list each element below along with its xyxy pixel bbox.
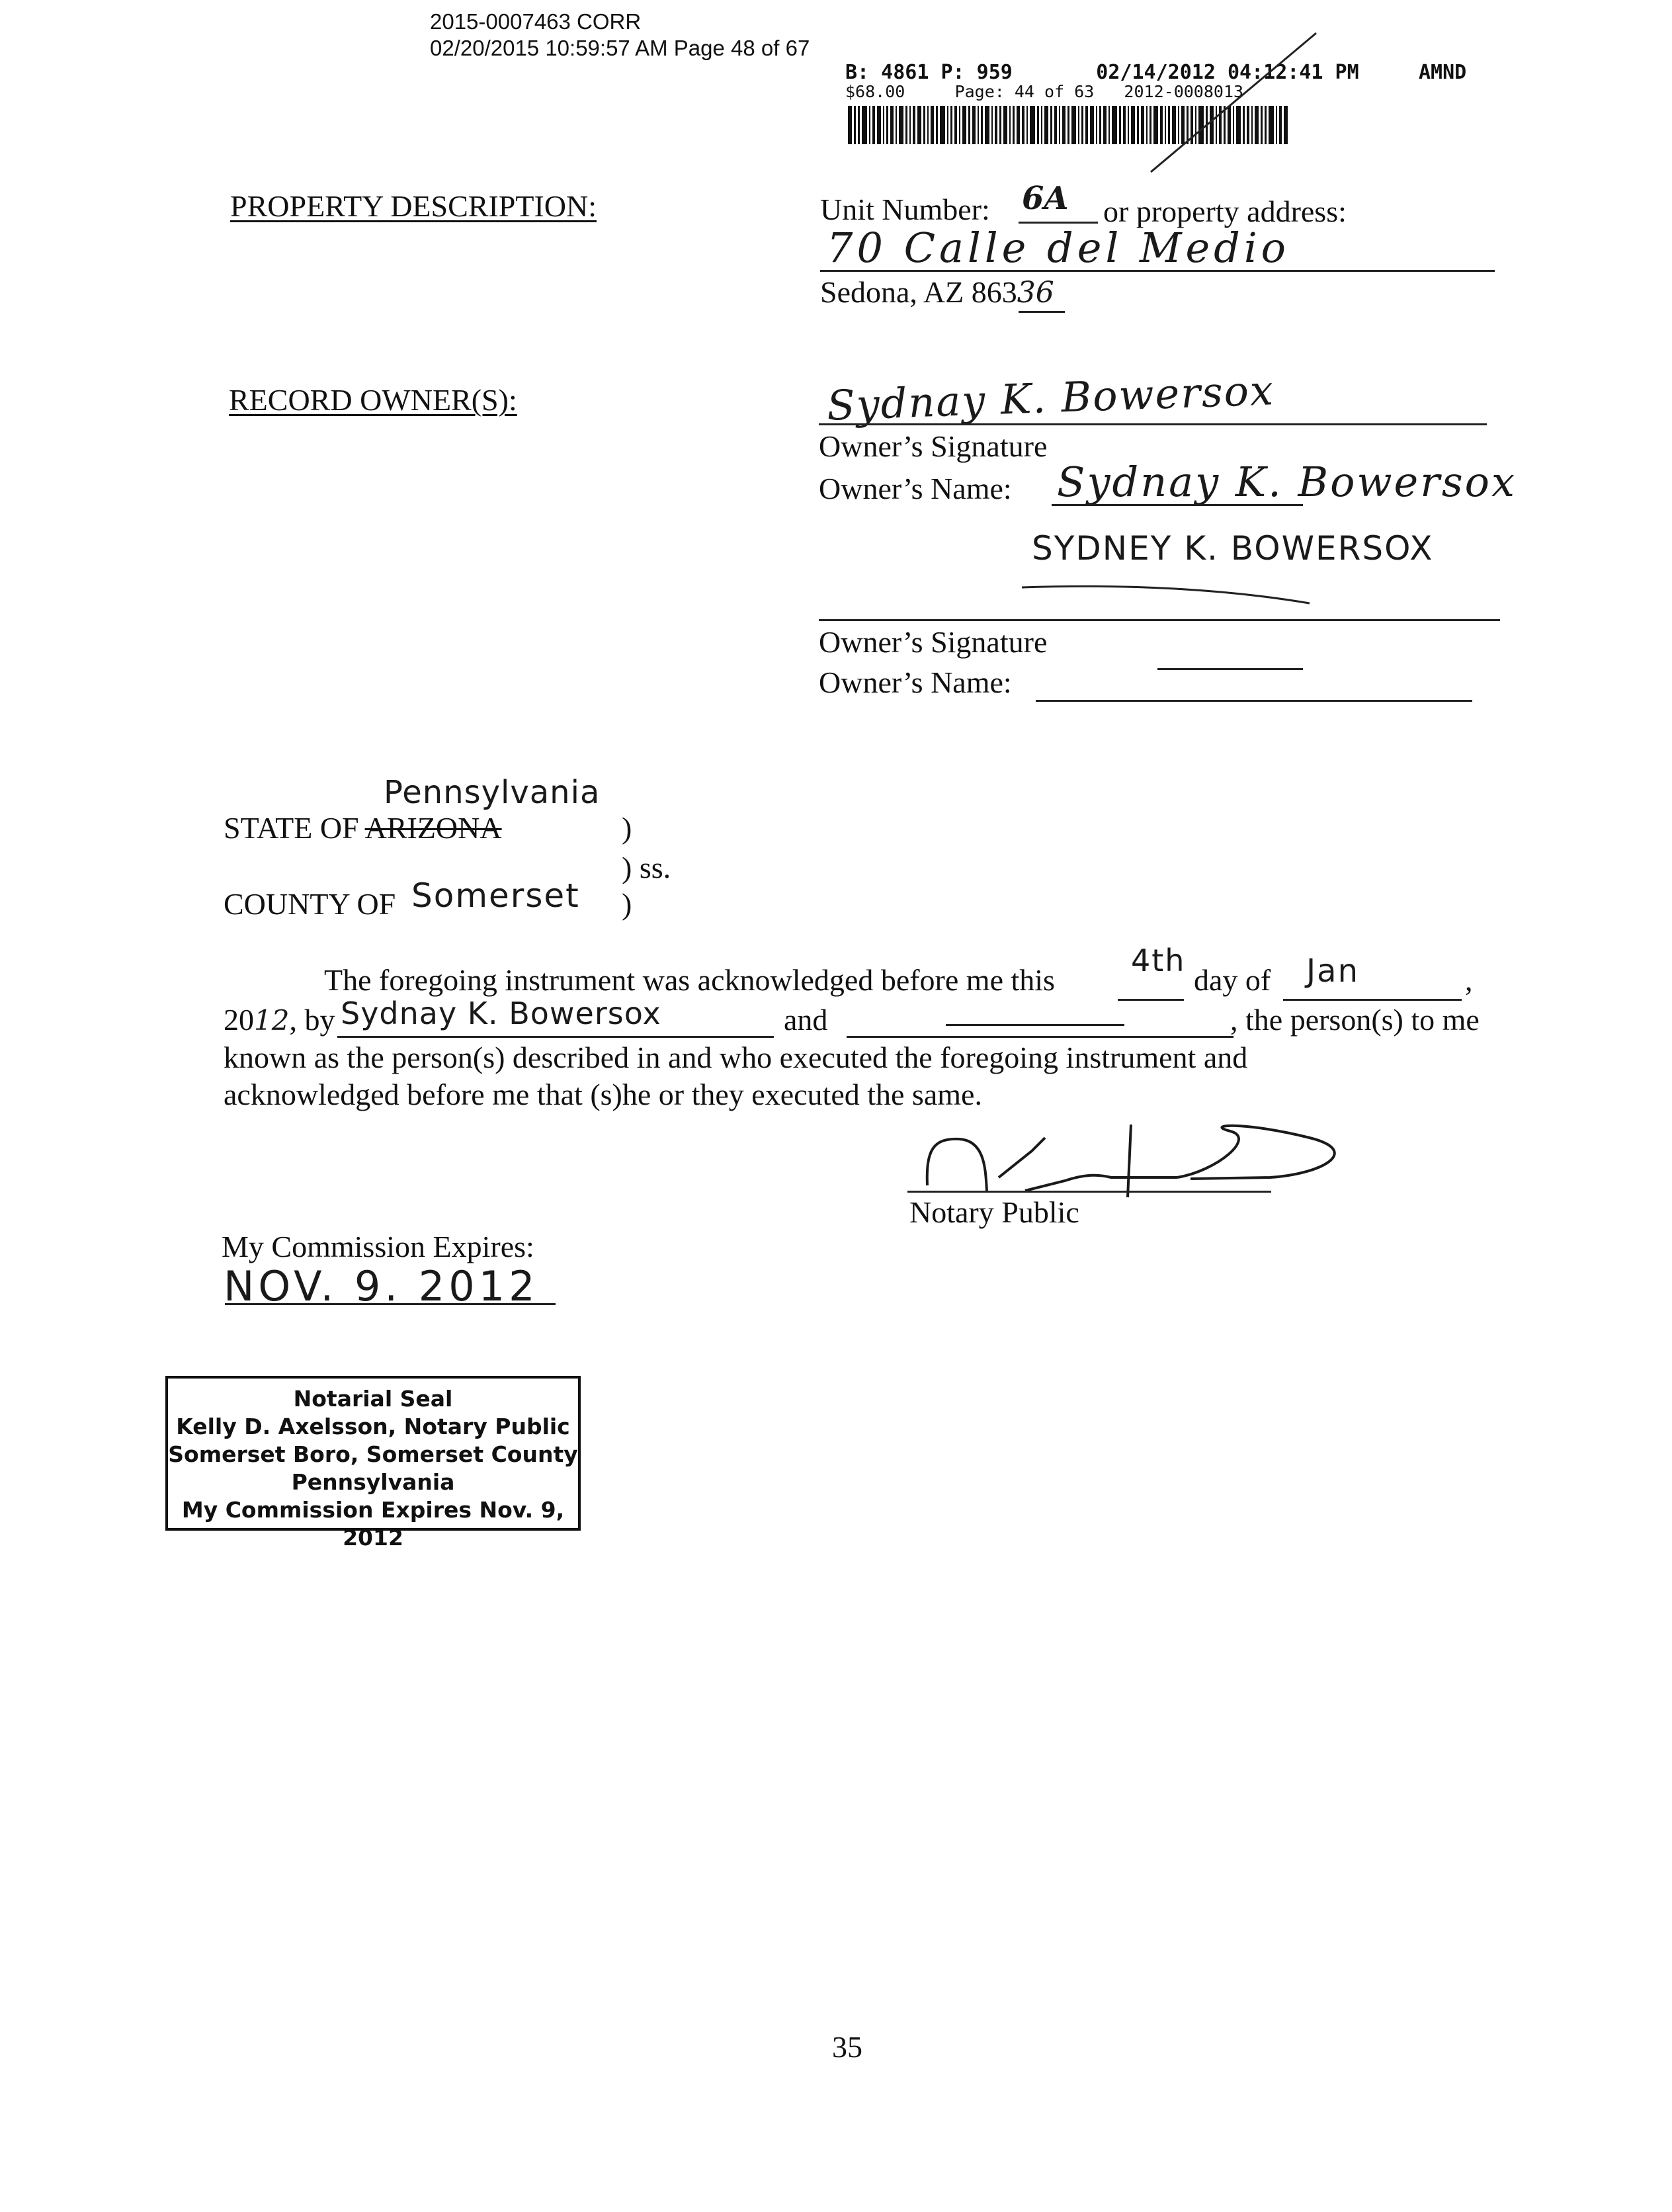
- barcode-bar: [950, 106, 952, 144]
- recording-stamp: 02/20/2015 10:59:57 AM Page 48 of 67: [430, 36, 810, 60]
- barcode-bar: [1108, 106, 1110, 144]
- barcode-bar: [1041, 106, 1042, 144]
- state-paren: ): [622, 811, 632, 845]
- barcode-bar: [1078, 106, 1079, 144]
- barcode-bar: [936, 106, 938, 144]
- printed-name-underline-1: [1019, 575, 1323, 609]
- barcode-bar: [959, 106, 960, 144]
- barcode-bar: [886, 106, 888, 144]
- ack-signer-value: Sydnay K. Bowersox: [341, 996, 661, 1031]
- notarial-seal-stamp: [165, 1376, 581, 1551]
- barcode-bar: [927, 106, 929, 144]
- barcode-bar: [981, 106, 983, 144]
- property-address-underline: [820, 270, 1495, 272]
- property-address-label: or property address:: [1103, 194, 1347, 228]
- ack-month-comma: ,: [1465, 963, 1473, 997]
- ack-and-label: and: [784, 1003, 828, 1037]
- unit-number-label: Unit Number:: [820, 192, 990, 226]
- ack-second-signer-underline: [847, 1036, 1233, 1038]
- barcode-bar: [1017, 106, 1020, 144]
- barcode-bar: [1081, 106, 1083, 144]
- barcode-bar: [991, 106, 993, 144]
- property-address-value: 70 Calle del Medio: [827, 224, 1290, 272]
- state-handwritten: Pennsylvania: [384, 774, 601, 811]
- barcode-bar: [1119, 106, 1121, 144]
- barcode-bar: [1050, 106, 1052, 144]
- barcode-bar: [1009, 106, 1011, 144]
- county-handwritten: Somerset: [411, 876, 580, 915]
- owner-name-value-1: Sydnay K. Bowersox: [1057, 458, 1517, 506]
- barcode-bar: [1030, 106, 1035, 144]
- barcode-bar: [913, 106, 915, 144]
- barcode-bar: [858, 106, 860, 144]
- barcode-bar: [854, 106, 856, 144]
- ack-line-1: [324, 962, 1055, 998]
- barcode-bar: [848, 106, 852, 144]
- barcode-bar: [940, 106, 945, 144]
- state-struck: ARIZONA: [364, 811, 502, 845]
- diagonal-mark: [1138, 26, 1336, 179]
- barcode-bar: [1096, 106, 1097, 144]
- barcode-bar: [896, 106, 897, 144]
- ack-line-3: known as the person(s) described in and who executed the foregoing instrument and: [224, 1041, 1248, 1074]
- zip-underline: [1019, 311, 1065, 313]
- barcode-bar: [1026, 106, 1028, 144]
- barcode-bar: [883, 106, 884, 144]
- ack-line1-prefix: The foregoing instrument was acknowledged before me this: [324, 963, 1055, 997]
- ack-line-4: acknowledged before me that (s)he or they executed the same.: [224, 1078, 982, 1111]
- seal-line-2: Kelly D. Axelsson, Notary Public: [176, 1414, 570, 1439]
- ack-month-value: Jan: [1306, 953, 1359, 990]
- barcode-bar: [1085, 106, 1088, 144]
- barcode-bar: [923, 106, 925, 144]
- county-paren: ): [622, 887, 632, 921]
- record-owners-label: RECORD OWNER(S):: [229, 383, 517, 417]
- barcode-bar: [985, 106, 989, 144]
- book-page-line: B: 4861 P: 959 02/14/2012 04:12:41 PM AMND: [845, 61, 1467, 84]
- barcode-bar: [1067, 106, 1069, 144]
- owner-name-underline-1: [1052, 504, 1303, 506]
- barcode-bar: [872, 106, 875, 144]
- barcode-bar: [1071, 106, 1076, 144]
- ack-year-value: 12: [254, 1004, 290, 1037]
- barcode-bar: [931, 106, 934, 144]
- page-number: 35: [832, 2030, 862, 2064]
- recording-id: 2015-0007463 CORR: [430, 9, 642, 34]
- owner-printed-name-1: SYDNEY K. BOWERSOX: [1032, 529, 1434, 568]
- zip-suffix: 36: [1017, 276, 1054, 310]
- barcode-bar: [954, 106, 957, 144]
- owner-signature-label-2: Owner’s Signature: [819, 625, 1048, 659]
- seal-line-4: Pennsylvania: [291, 1469, 455, 1495]
- ack-year-prefix: 20: [224, 1003, 254, 1037]
- city-line-prefix: Sedona, AZ 863: [820, 275, 1017, 309]
- barcode-bar: [877, 106, 881, 144]
- barcode-bar: [1123, 106, 1126, 144]
- barcode-bar: [1003, 106, 1007, 144]
- ack-month-underline: [1283, 999, 1462, 1001]
- barcode-bar: [899, 106, 903, 144]
- state-line: [224, 810, 502, 845]
- barcode-bar: [1112, 106, 1117, 144]
- unit-number-value: 6A: [1022, 180, 1069, 217]
- fee-line: $68.00 Page: 44 of 63 2012-0008013: [845, 82, 1244, 101]
- barcode-bar: [1044, 106, 1048, 144]
- barcode-bar: [1059, 106, 1060, 144]
- barcode-bar: [1022, 106, 1024, 144]
- barcode-bar: [999, 106, 1001, 144]
- barcode-bar: [972, 106, 976, 144]
- owner-name-underline-2: [1036, 700, 1472, 702]
- barcode-bar: [1013, 106, 1015, 144]
- barcode-bar: [890, 106, 894, 144]
- county-label: COUNTY OF: [224, 887, 396, 921]
- commission-label: My Commission Expires:: [222, 1230, 534, 1263]
- notary-signature-line: [907, 1191, 1271, 1193]
- city-line: [820, 275, 1054, 310]
- property-description-label: PROPERTY DESCRIPTION:: [230, 189, 597, 223]
- barcode-bar: [869, 106, 870, 144]
- commission-value: NOV. 9. 2012: [224, 1262, 539, 1310]
- owner-dash-mark: [1157, 668, 1303, 670]
- barcode-bar: [995, 106, 997, 144]
- barcode-bar: [978, 106, 979, 144]
- barcode-bar: [1054, 106, 1057, 144]
- ack-day-value: 4th: [1131, 943, 1186, 978]
- ack-line-2: [224, 1002, 335, 1037]
- barcode-bar: [968, 106, 970, 144]
- state-label: STATE OF: [224, 811, 359, 845]
- barcode-bar: [862, 106, 867, 144]
- ack-by-label: , by: [289, 1003, 335, 1037]
- barcode-bar: [917, 106, 921, 144]
- ack-day-of: day of: [1194, 963, 1271, 997]
- owner-name-label-2: Owner’s Name:: [819, 665, 1012, 699]
- ack-signer-underline: [337, 1036, 774, 1038]
- barcode-bar: [947, 106, 948, 144]
- owner-signature-line-1: [819, 423, 1487, 425]
- barcode-bar: [962, 106, 966, 144]
- ack-line2-suffix: , the person(s) to me: [1230, 1003, 1480, 1037]
- barcode-bar: [1062, 106, 1066, 144]
- owner-signature-line-2: [819, 619, 1500, 621]
- seal-line-3: Somerset Boro, Somerset County: [168, 1441, 578, 1467]
- barcode-bar: [1103, 106, 1107, 144]
- seal-line-1: Notarial Seal: [293, 1386, 453, 1412]
- owner-signature-label-1: Owner’s Signature: [819, 429, 1048, 463]
- barcode-bar: [905, 106, 907, 144]
- seal-line-5: My Commission Expires Nov. 9, 2012: [181, 1497, 565, 1551]
- ack-day-underline: [1118, 999, 1184, 1001]
- barcode-bar: [1090, 106, 1094, 144]
- owner-name-label-1: Owner’s Name:: [819, 472, 1012, 505]
- barcode-bar: [909, 106, 911, 144]
- barcode-bar: [1128, 106, 1129, 144]
- commission-underline: [225, 1303, 556, 1305]
- barcode-bar: [1037, 106, 1039, 144]
- notary-public-label: Notary Public: [909, 1195, 1079, 1229]
- ss-label: ) ss.: [622, 851, 671, 884]
- barcode-bar: [1131, 106, 1135, 144]
- owner-signature-1: Sydnay K. Bowersox: [825, 366, 1276, 430]
- ack-second-signer-dash: [946, 1024, 1124, 1026]
- notary-signature: [913, 1111, 1376, 1204]
- barcode-bar: [1099, 106, 1101, 144]
